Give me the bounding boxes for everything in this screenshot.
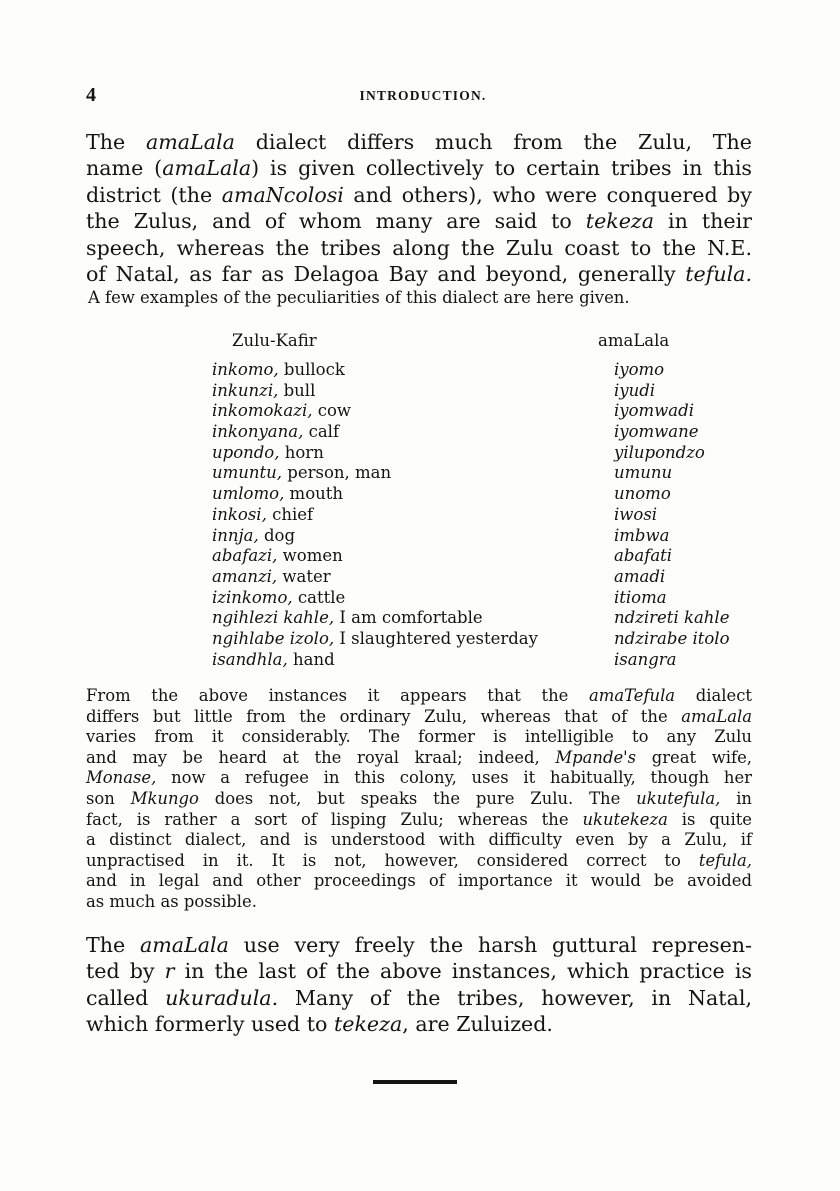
zulu-word: innja, — [212, 525, 259, 545]
zulu-entry — [212, 650, 335, 671]
amalala-word: iyudi — [614, 380, 656, 400]
vocab-row — [212, 588, 682, 609]
text-line: ted by r in the last of the above instances, which practice is — [86, 959, 752, 984]
vocab-row — [212, 401, 694, 422]
zulu-word: inkomokazi, — [212, 401, 313, 421]
page-number: 4 — [86, 84, 96, 106]
english-gloss: women — [277, 546, 343, 566]
text-line: of Natal, as far as Delagoa Bay and beyond, generally tefula. — [86, 262, 752, 287]
running-head: INTRODUCTION. — [359, 88, 487, 103]
text-line: called ukuradula. Many of the tribes, however, in Natal, — [86, 985, 752, 1010]
zulu-entry — [212, 608, 483, 629]
text-line: which formerly used to tekeza, are Zuluized. — [86, 1012, 553, 1037]
zulu-word: amanzi, — [212, 566, 278, 586]
text-line: the Zulus, and of whom many are said to tekeza in their — [86, 209, 752, 234]
english-gloss: dog — [258, 525, 296, 545]
text-line: The amaLala dialect differs much from the Zulu, The — [86, 130, 752, 154]
text-line: speech, whereas the tribes along the Zulu coast to the N.E. — [86, 235, 752, 260]
zulu-entry — [212, 526, 295, 547]
zulu-word: umlomo, — [212, 484, 285, 504]
zulu-word: abafazi, — [212, 546, 278, 566]
text-line: fact, is rather a sort of lisping Zulu; whereas the ukutekeza is quite — [86, 809, 752, 829]
vocab-row — [212, 567, 682, 588]
zulu-entry — [212, 463, 391, 484]
text-line: as much as possible. — [86, 891, 257, 911]
paragraph-ukuradula — [86, 932, 752, 1038]
zulu-entry — [212, 443, 324, 464]
zulu-word: inkonyana, — [212, 422, 304, 442]
text-line: varies from it considerably. The former is intelligible to any Zulu — [86, 727, 752, 747]
vocab-row — [212, 484, 682, 505]
zulu-entry — [212, 629, 538, 650]
zulu-word: upondo, — [212, 442, 280, 462]
zulu-word: isandhla, — [212, 649, 288, 669]
text-line: and may be heard at the royal kraal; indeed, Mpande's great wife, — [86, 747, 752, 767]
zulu-word: inkosi, — [212, 504, 267, 524]
zulu-word: izinkomo, — [212, 587, 293, 607]
english-gloss: hand — [287, 649, 335, 669]
column-header-amalala: amaLala — [598, 331, 670, 350]
vocab-row — [212, 526, 682, 547]
english-gloss: water — [277, 566, 331, 586]
amalala-word: iyomwane — [614, 422, 699, 442]
vocab-row — [212, 628, 730, 650]
amalala-word: yilupondzo — [614, 442, 705, 462]
english-gloss: calf — [303, 422, 340, 442]
zulu-entry — [212, 381, 315, 402]
text-line: district (the amaNcolosi and others), who were conquered by — [86, 182, 752, 207]
examples-intro: A few examples of the peculiarities of this dialect are here given. — [88, 288, 630, 307]
amalala-word: ndzirabe itolo — [614, 628, 730, 648]
text-line: son Mkungo does not, but speaks the pure Zulu. The ukutefula, in — [86, 788, 752, 808]
zulu-entry — [212, 484, 343, 505]
zulu-word: inkunzi, — [212, 380, 279, 400]
amalala-word: iyomwadi — [614, 401, 694, 421]
english-gloss: cow — [312, 401, 352, 421]
vocab-row — [212, 422, 699, 443]
text-line: and in legal and other proceedings of importance it would be avoided — [86, 871, 752, 891]
amalala-word: itioma — [614, 587, 667, 607]
amalala-word: abafati — [614, 546, 673, 566]
english-gloss: mouth — [284, 484, 344, 504]
zulu-entry — [212, 588, 345, 609]
vocab-row — [212, 505, 682, 526]
text-line: name (amaLala) is given collectively to certain tribes in this — [86, 156, 752, 181]
vocab-row — [212, 442, 705, 464]
vocab-row — [212, 463, 682, 484]
amalala-word: imbwa — [614, 525, 670, 545]
vocabulary-table — [212, 360, 730, 670]
zulu-entry — [212, 546, 343, 567]
amalala-word: unomo — [614, 484, 671, 504]
amalala-word: ndzireti kahle — [614, 608, 730, 628]
zulu-entry — [212, 567, 331, 588]
text-line: a distinct dialect, and is understood with difficulty even by a Zulu, if — [86, 830, 752, 850]
amalala-word: iyomo — [614, 360, 665, 379]
zulu-entry — [212, 505, 313, 526]
text-line: The amaLala use very freely the harsh guttural represen- — [86, 933, 753, 957]
zulu-word: ngihlezi kahle, — [212, 608, 335, 628]
text-line: unpractised in it. It is not, however, considered correct to tefula, — [86, 850, 752, 870]
zulu-word: ngihlabe izolo, — [212, 628, 335, 648]
zulu-word: inkomo, — [212, 360, 279, 379]
text-line: differs but little from the ordinary Zulu, whereas that of the amaLala — [86, 706, 752, 726]
amalala-word: isangra — [614, 649, 677, 669]
english-gloss: I am comfortable — [334, 608, 483, 628]
zulu-entry — [212, 422, 339, 443]
text-line: Monase, now a refugee in this colony, uses it habitually, though her — [86, 768, 752, 788]
text-line: From the above instances it appears that the amaTefula dialect — [86, 686, 752, 705]
page-header — [86, 84, 752, 114]
paragraph-amalala-intro — [86, 129, 752, 287]
english-gloss: person, man — [282, 463, 392, 483]
vocab-row — [212, 381, 682, 402]
zulu-word: umuntu, — [212, 463, 283, 483]
amalala-word: amadi — [614, 566, 666, 586]
paragraph-dialect-comparison — [86, 686, 752, 913]
section-end-rule — [373, 1080, 457, 1084]
english-gloss: cattle — [292, 587, 346, 607]
vocab-row — [212, 608, 730, 629]
column-header-zulu-kafir: Zulu-Kafir — [232, 331, 317, 350]
amalala-word: umunu — [614, 463, 673, 483]
english-gloss: chief — [266, 504, 314, 524]
english-gloss: I slaughtered yesterday — [334, 628, 538, 648]
vocab-row — [212, 360, 682, 381]
zulu-entry — [212, 360, 345, 381]
vocab-row — [212, 650, 682, 671]
zulu-entry — [212, 401, 351, 422]
vocab-row — [212, 546, 682, 567]
english-gloss: bullock — [278, 360, 345, 379]
english-gloss: bull — [278, 380, 316, 400]
amalala-word: iwosi — [614, 504, 658, 524]
english-gloss: horn — [279, 442, 324, 462]
